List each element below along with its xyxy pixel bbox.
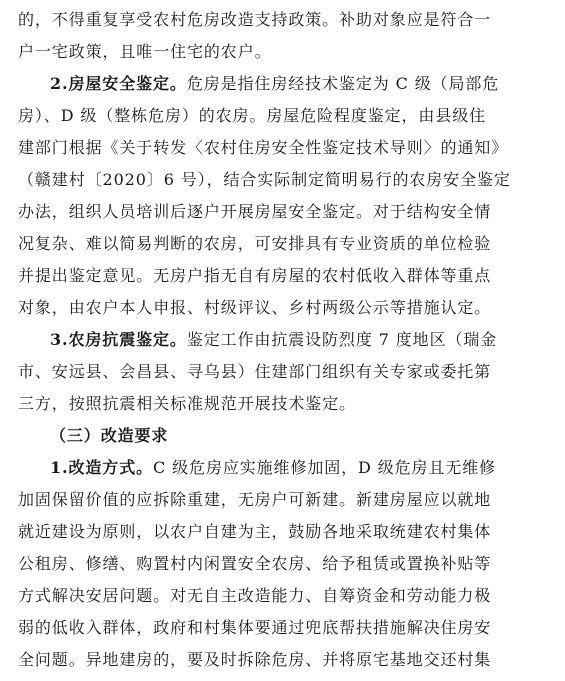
text-line-10: 对象，由农户本人申报、村级评议、乡村两级公示等措施认定。: [18, 298, 492, 317]
text-line-20: 弱的低收入群体，政府和村集体要通过兜底帮扶措施解决住房安: [18, 618, 492, 637]
section-heading-renovation-method: 1.改造方式。: [50, 458, 154, 477]
text-line-16: 加固保留价值的应拆除重建，无房户可新建。新建房屋应以就地: [18, 490, 492, 509]
text-line-13: 三方，按照抗震相关标准规范开展技术鉴定。: [18, 394, 357, 413]
text-line-18: 公租房、修缮、购置村内闲置安全农房、给予租赁或置换补贴等: [18, 554, 492, 573]
text-line-7: 办法，组织人员培训后逐户开展房屋安全鉴定。对于结构安全情: [18, 202, 492, 221]
text-line-19: 方式解决安居问题。对无自主改造能力、自筹资金和劳动能力极: [18, 586, 492, 605]
text-line-2: 户一宅政策，且唯一住宅的农户。: [18, 42, 272, 61]
text-line-12: 市、安远县、会昌县、寻乌县）住建部门组织有关专家或委托第: [18, 362, 492, 381]
text-line-1: 的，不得重复享受农村危房改造支持政策。补助对象应是符合一: [18, 10, 492, 29]
text-line-17: 就近建设为原则，以农户自建为主，鼓励各地采取统建农村集体: [18, 522, 492, 541]
text-line-21: 全问题。异地建房的，要及时拆除危房、并将原宅基地交还村集: [18, 650, 492, 669]
text-line-9: 并提出鉴定意见。无房户指无自有房屋的农村低收入群体等重点: [18, 266, 492, 285]
section-heading-seismic: 3.农房抗震鉴定。: [50, 330, 187, 349]
text-line-6: （赣建村〔2020〕6 号），结合实际制定简明易行的农房安全鉴定: [18, 170, 511, 189]
text-line-15: 1.改造方式。C 级危房应实施维修加固，D 级危房且无维修: [50, 458, 497, 477]
text-line-8: 况复杂、难以简易判断的农房，可安排具有专业资质的单位检验: [18, 234, 492, 253]
section-heading-house-safety: 2.房屋安全鉴定。: [50, 74, 187, 93]
text-line-14: [0, 420, 565, 452]
text-line-4: 房）、D 级（整栋危房）的农房。房屋危险程度鉴定，由县级住: [18, 106, 487, 125]
section-heading-renovation-requirements: （三）改造要求: [50, 426, 169, 445]
text-line-3: 2.房屋安全鉴定。危房是指住房经技术鉴定为 C 级（局部危: [50, 74, 500, 93]
text-line-5: 建部门根据《关于转发〈农村住房安全性鉴定技术导则〉的通知》: [18, 138, 509, 157]
text-line-11: 3.农房抗震鉴定。鉴定工作由抗震设防烈度 7 度地区（瑞金: [50, 330, 498, 349]
